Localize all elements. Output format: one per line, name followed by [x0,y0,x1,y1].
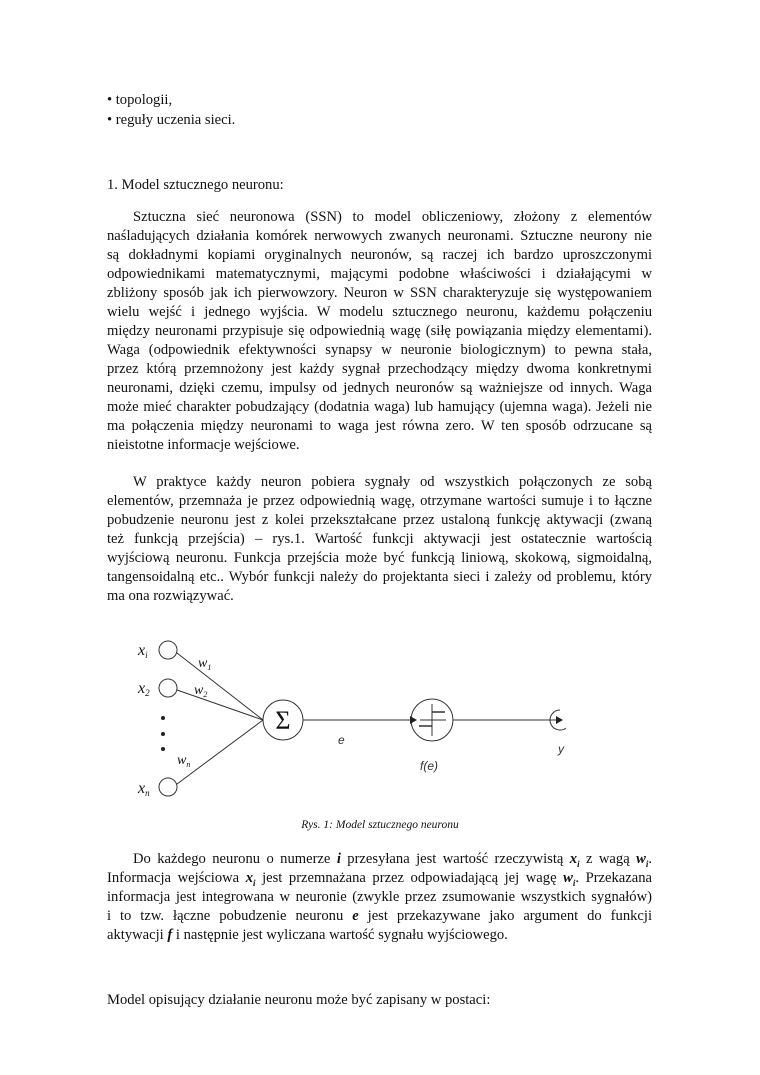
section-heading: 1. Model sztucznego neuronu: [107,177,284,193]
sigma-symbol: Σ [275,706,291,735]
f-label: f(e) [420,759,438,773]
input-label-n: xn [138,780,150,798]
figure-caption: Rys. 1: Model sztucznego neuronu [301,819,459,831]
p3-line-4: i to tzw. łączne pobudzenie neuronu e jest przekazywane jako argument do funkcji [107,908,653,924]
weight-label-n: $w_n$ [177,753,191,769]
paragraph2-line: W praktyce każdy neuron pobiera sygnały od wszystkich połączonych ze sobą [133,474,652,490]
input-node-2 [159,679,177,697]
neuron-model-figure [120,628,590,813]
paragraph2-line: ma ona rozwiązywać. [107,588,234,604]
paragraph-2 [107,473,652,606]
paragraph1-line: wielu wejść i jednego wyjścia. W modelu sztucznego neuronu, każdemu połączeniu [107,304,652,320]
paragraph1-line: są dokładnymi kopiami oryginalnych neuronów, są raczej ich bardzo uproszczonymi [107,247,652,263]
input-node-1 [159,641,177,659]
p3-line-2: Informacja wejściowa $x_i$ jest przemnażana przez odpowiadającą jej wagę $w_i$. Przekazana [107,870,653,888]
paragraph1-line: neuronami, dzięki czemu, impulsy od jednych neuronów są ważniejsze od innych. Waga [107,380,652,396]
paragraph2-line: elementów, przemnaża je przez odpowiednią wagę, otrzymane wartości sumuje i to łączne [107,493,652,509]
paragraph2-line: pobudzenie neuronu jest z kolei przekształcane przez ustaloną funkcję aktywacji (zwaną [107,512,652,528]
arrow-to-activation [410,716,417,724]
e-label: e [338,733,345,747]
p3-line-5: aktywacji f i następnie jest wyliczana wartość sygnału wyjściowego. [107,927,508,943]
p3-line-1: Do każdego neuronu o numerze i przesyłana jest wartość rzeczywistą $x_i$ z wagą $w_i$. [133,851,652,869]
paragraph1-line: przez którą przemnożony jest każdy sygnał przechodzący między dwoma konkretnymi [107,361,652,377]
paragraph1-line: nieistotne informacje wejściowe. [107,437,300,453]
paragraph2-line: wyjściową neuronu. Funkcja przejścia może być funkcją liniową, skokową, sigmoidalną, [107,550,652,566]
weight-label-2: $w_2$ [194,683,208,699]
paragraph2-line: też funkcją przejścia) – rys.1. Wartość funkcji aktywacji jest ostatecznie wartością [107,531,652,547]
paragraph1-line: Waga (odpowiednik efektywności synapsy w neuronie biologicznym) to pewna stała, [107,342,652,358]
paragraph2-line: tangensoidalną etc.. Wybór funkcji należy do projektanta sieci i zależy od problemu, który [107,569,652,585]
paragraph-3 [107,850,652,945]
paragraph1-line: zbliżony sposób jak ich pierwowzory. Neuron w SSN charakteryzuje się występowaniem [107,285,652,301]
input-label-2: x2 [138,680,150,698]
paragraph1-line: może mieć charakter pobudzający (dodatnia waga) lub hamujący (ujemna waga). Jeżeli nie [107,399,652,415]
p3-line-3: informacja jest integrowana w neuronie (zwykle przez zsumowanie wszystkich sygnałów) [107,889,652,905]
closing-sentence: Model opisujący działanie neuronu może być zapisany w postaci: [107,992,491,1008]
paragraph1-line: ma połączenia między neuronami to waga jest równa zero. W ten sposób odrzucane są [107,418,652,434]
input-node-n [159,778,177,796]
paragraph1-line: Sztuczna sieć neuronowa (SSN) to model obliczeniowy, złożony z elementów [133,209,652,225]
y-label: y [558,742,564,756]
paragraph1-line: naśladujących działania komórek nerwowych zwanych neuronami. Sztuczne neurony nie [107,228,652,244]
bullet-reguly: • reguły uczenia sieci. [107,112,236,128]
bullet-topologii: • topologii, [107,92,173,108]
paragraph1-line: między neuronami przypisuje się odpowiednią wagę (siłę powiązania między elementami). [107,323,652,339]
weight-label-1: $w_1$ [198,656,212,672]
arrow-to-output [556,716,563,724]
paragraph1-line: odpowiednikami matematycznymi, mającymi podobne właściwości i działającymi w [107,266,652,282]
paragraph-1 [107,208,652,455]
input-label-1: xi [138,642,148,660]
